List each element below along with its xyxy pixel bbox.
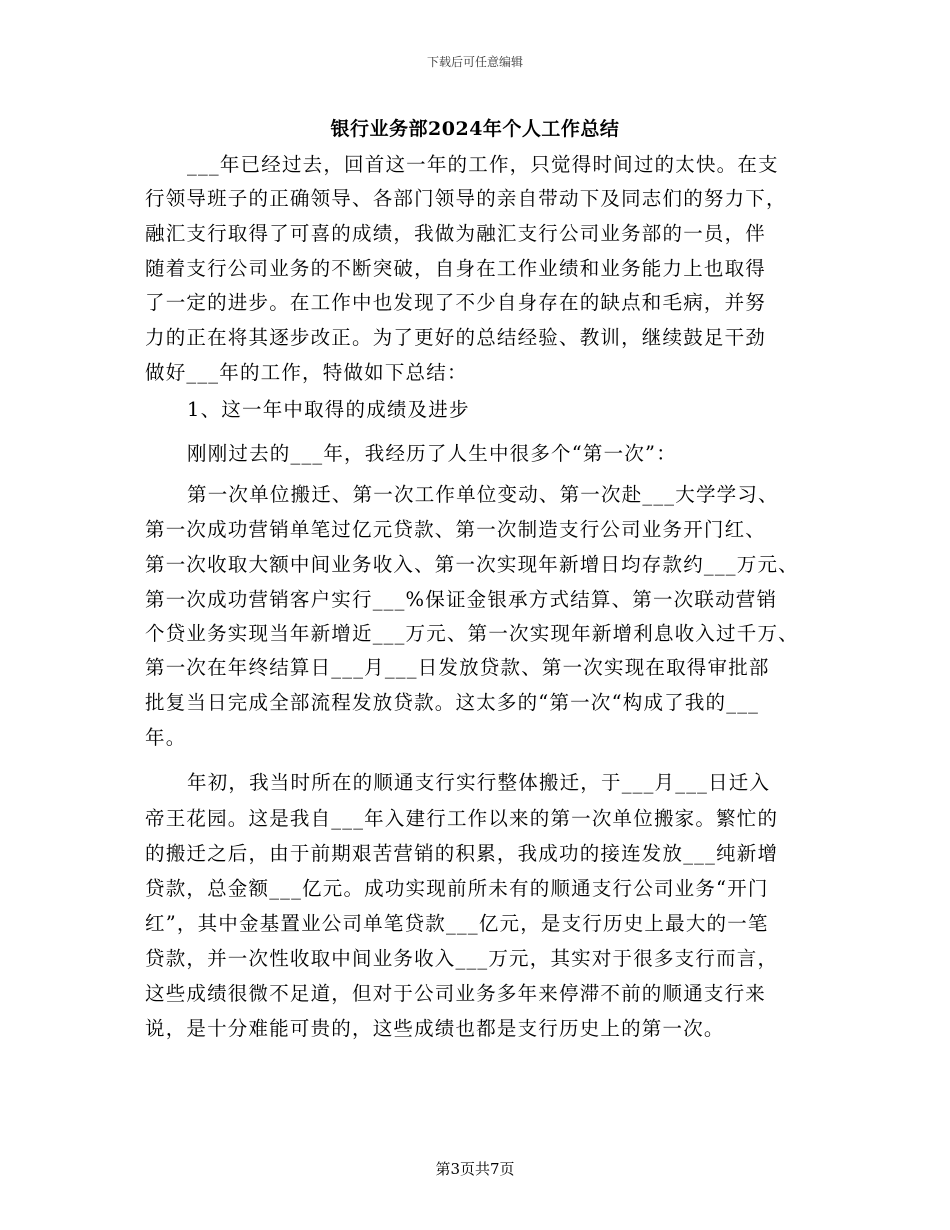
paragraph-line: 帝王花园。这是我自___年入建行工作以来的第一次单位搬家。繁忙的: [145, 807, 779, 830]
paragraph-line: 第一次成功营销客户实行___%保证金银承方式结算、第一次联动营销: [145, 588, 778, 611]
paragraph-line: 贷款，总金额___亿元。成功实现前所未有的顺通支行公司业务“开门: [145, 877, 769, 900]
paragraph-line: 随着支行公司业务的不断突破，自身在工作业绩和业务能力上也取得: [145, 257, 767, 280]
paragraph-line: 行领导班子的正确领导、各部门领导的亲自带动下及同志们的努力下，: [145, 187, 787, 210]
paragraph-line: 第一次收取大额中间业务收入、第一次实现年新增日均存款约___万元、: [145, 553, 799, 576]
paragraph-line: 年初，我当时所在的顺通支行实行整体搬迁，于___月___日迁入: [187, 771, 771, 794]
header-note: 下载后可任意编辑: [426, 55, 523, 69]
paragraph-line: ___年已经过去，回首这一年的工作，只觉得时间过的太快。在支: [187, 153, 779, 176]
paragraph-line: 融汇支行取得了可喜的成绩，我做为融汇支行公司业务部的一员，伴: [145, 222, 767, 245]
paragraph-line: 批复当日完成全部流程发放贷款。这太多的“第一次“构成了我的___: [145, 691, 760, 714]
paragraph-line: 力的正在将其逐步改正。为了更好的总结经验、教训，继续鼓足干劲: [145, 326, 767, 349]
paragraph-line: 第一次成功营销单笔过亿元贷款、第一次制造支行公司业务开门红、: [145, 518, 767, 541]
document-title: 银行业务部2024年个人工作总结: [330, 118, 620, 140]
paragraph-line: 做好___年的工作，特做如下总结：: [145, 361, 468, 384]
section-heading: 1、这一年中取得的成绩及进步: [187, 398, 470, 421]
paragraph-line: 第一次单位搬迁、第一次工作单位变动、第一次赴___大学学习、: [187, 483, 779, 506]
paragraph-line: 这些成绩很微不足道，但对于公司业务多年来停滞不前的顺通支行来: [145, 982, 767, 1005]
paragraph-line: 刚刚过去的___年，我经历了人生中很多个“第一次”：: [187, 442, 677, 465]
paragraph-line: 年。: [145, 726, 187, 749]
paragraph-line: 红”，其中金基置业公司单笔贷款___亿元，是支行历史上最大的一笔: [145, 912, 769, 935]
paragraph-line: 了一定的进步。在工作中也发现了不少自身存在的缺点和毛病，并努: [145, 291, 767, 314]
paragraph-line: 的搬迁之后，由于前期艰苦营销的积累，我成功的接连发放___纯新增: [145, 842, 779, 865]
paragraph-line: 说，是十分难能可贵的，这些成绩也都是支行历史上的第一次。: [145, 1017, 725, 1040]
page-number: 第3页共7页: [435, 1160, 515, 1178]
paragraph-line: 第一次在年终结算日___月___日发放贷款、第一次实现在取得审批部: [145, 656, 770, 679]
paragraph-line: 个贷业务实现当年新增近___万元、第一次实现年新增利息收入过千万、: [145, 622, 799, 645]
paragraph-line: 贷款，并一次性收取中间业务收入___万元，其实对于很多支行而言，: [145, 947, 779, 970]
